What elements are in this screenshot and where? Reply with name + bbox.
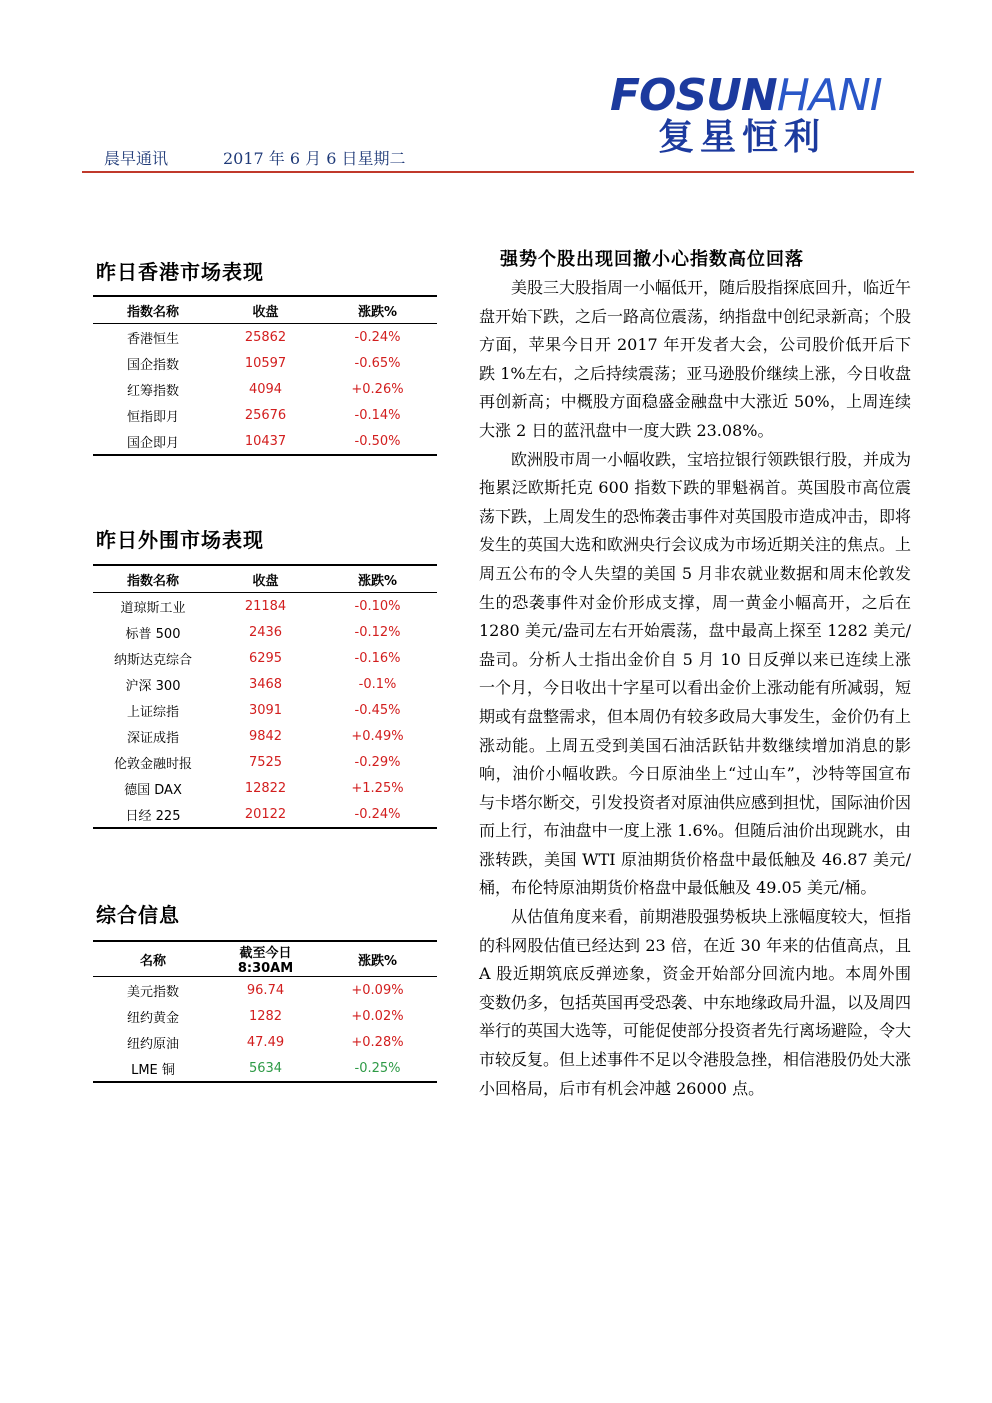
table-row [93, 1029, 437, 1055]
column-header: 涨跌% [318, 941, 437, 977]
item-name: 纽约黄金 [126, 1010, 179, 1026]
article-paragraph-outlook: 从估值角度来看，前期港股强势板块上涨幅度较大，恒指的科网股估值已经达到 23 倍，在近 30 年来的估值高点，且 A 股近期筑底反弹迹象，资金开始部分回流内地。本周外围变数仍多，包括英国再受恐袭、中东地缘政局升温，以及周四举行的英国大选等，可能促使部分投资者先行离场避险，令大市较反复。但上述事件不足以令港股急挫，相信港股仍处大涨小回格局，后市有机会冲越 26000 点。 [479, 907, 912, 1098]
index-name: 标普 500 [125, 626, 181, 642]
hk-market-table [93, 295, 437, 456]
table-row [93, 619, 437, 645]
change-value: -0.25% [318, 1055, 437, 1082]
change-value: -0.12% [354, 624, 401, 640]
close-value: 3468 [248, 676, 283, 692]
index-name: 沪深 300 [125, 678, 181, 694]
close-value: 9842 [248, 728, 283, 744]
close-value: 25676 [244, 407, 287, 423]
index-name: 伦敦金融时报 [113, 756, 192, 772]
close-value: 10597 [244, 355, 287, 371]
change-value: -0.10% [354, 598, 401, 614]
change-value: -0.45% [354, 702, 401, 718]
change-value: +0.26% [351, 381, 404, 397]
close-value: 12822 [244, 780, 287, 796]
logo-chinese: 复星恒利 [658, 117, 827, 158]
change-value: -0.16% [354, 650, 401, 666]
close-value: 7525 [248, 754, 283, 770]
hk-market-title: 昨日香港市场表现 [96, 260, 264, 284]
external-market-table [93, 564, 437, 829]
newsletter-date: 2017 年 6 月 6 日星期二 [223, 149, 406, 168]
table-row [93, 376, 437, 402]
close-value: 2436 [248, 624, 283, 640]
table-row [93, 697, 437, 723]
change-value: -0.24% [318, 801, 437, 828]
change-value: -0.24% [354, 329, 401, 345]
table-row [93, 1003, 437, 1029]
index-name: 国企即月 [93, 428, 213, 455]
change-value: -0.29% [354, 754, 401, 770]
table-row [93, 801, 437, 828]
table-row [93, 977, 437, 1004]
change-value: +1.25% [351, 780, 404, 796]
general-info-table [93, 940, 437, 1083]
logo-english-part-1: FOSUN [610, 70, 777, 121]
table-row [93, 324, 437, 351]
price-value: 96.74 [246, 982, 285, 998]
column-header: 涨跌% [318, 296, 437, 324]
table-row [93, 350, 437, 376]
change-value: +0.09% [351, 982, 404, 998]
change-value: -0.65% [354, 355, 401, 371]
table-row [93, 402, 437, 428]
logo-english-part-2: HANI [776, 70, 882, 121]
index-name: 香港恒生 [126, 331, 179, 347]
table-row [93, 723, 437, 749]
table-row [93, 749, 437, 775]
close-value: 20122 [213, 801, 318, 828]
column-header: 收盘 [213, 565, 318, 593]
change-value: +0.49% [351, 728, 404, 744]
close-value: 21184 [244, 598, 287, 614]
article-body [479, 274, 911, 1103]
price-value: 47.49 [246, 1034, 285, 1050]
item-name: 纽约原油 [126, 1036, 179, 1052]
close-value: 3091 [248, 702, 283, 718]
index-name: 深证成指 [126, 730, 179, 746]
column-header: 收盘 [213, 296, 318, 324]
newsletter-title: 晨早通讯 [104, 149, 169, 168]
general-info-title: 综合信息 [96, 903, 180, 927]
close-value: 10437 [213, 428, 318, 455]
column-header: 涨跌% [318, 565, 437, 593]
close-value: 25862 [244, 329, 287, 345]
change-value: -0.50% [318, 428, 437, 455]
index-name: 红筹指数 [126, 383, 179, 399]
index-name: 上证综指 [126, 704, 179, 720]
column-header: 名称 [93, 941, 213, 977]
table-row [93, 645, 437, 671]
table-row [93, 1055, 437, 1082]
index-name: 德国 DAX [124, 782, 182, 798]
index-name: 道琼斯工业 [120, 600, 186, 616]
price-value: 5634 [213, 1055, 318, 1082]
article-paragraph-europe-commodities: 欧洲股市周一小幅收跌，宝培拉银行领跌银行股，并成为拖累泛欧斯托克 600 指数下跌的罪魁祸首。英国股市高位震荡下跌，上周发生的恐怖袭击事件对英国股市造成冲击，即将发生的英国大选和欧洲央行会议成为市场近期关注的焦点。上周五公布的令人失望的美国 5 月非农就业数据和周末伦敦发生的恐袭事件对金价形成支撑，周一黄金小幅高开，之后在 1280 美元/盎司左右开始震荡，盘中最高上探至 1282 美元/盎司。分析人士指出金价自 5 月 10 日反弹以来已连续上涨一个月，今日收出十字星可以看出金价上涨动能有所减弱，短期或有盘整需求，但本周仍有较多政局大事发生，金价仍有上涨动能。上周五受到美国石油活跃钻井数继续增加消息的影响，油价小幅收跌。今日原油坐上“过山车”，沙特等国宣布与卡塔尔断交，引发投资者对原油供应感到担忧，国际油价因而上行，布油盘中一度上涨 1.6%。但随后油价出现跳水，由涨转跌，美国 WTI 原油期货价格盘中最低触及 46.87 美元/桶，布伦特原油期货价格盘中最低触及 49.05 美元/桶。 [479, 449, 912, 898]
item-name: 美元指数 [126, 984, 179, 1000]
table-row [93, 671, 437, 697]
close-value: 4094 [248, 381, 283, 397]
table-row [93, 775, 437, 801]
change-value: +0.02% [351, 1008, 404, 1024]
table-row [93, 428, 437, 455]
header-divider [82, 171, 914, 173]
logo-english [610, 72, 882, 120]
close-value: 6295 [248, 650, 283, 666]
external-market-title: 昨日外围市场表现 [96, 528, 264, 552]
index-name: 纳斯达克综合 [113, 652, 192, 668]
change-value: -0.14% [354, 407, 401, 423]
item-name: LME 铜 [93, 1055, 213, 1082]
change-value: -0.1% [358, 676, 397, 692]
index-name: 国企指数 [126, 357, 179, 373]
fosun-hani-logo [610, 72, 900, 162]
column-header: 截至今日 8:30AM [213, 941, 318, 977]
index-name: 恒指即月 [126, 409, 179, 425]
column-header: 指数名称 [93, 565, 213, 593]
article-paragraph-us: 美股三大股指周一小幅低开，随后股指探底回升，临近午盘开始下跌，之后一路高位震荡，纳指盘中创纪录新高；个股方面，苹果今日开 2017 年开发者大会，公司股价低开后下跌 1%左右，之后持续震荡；亚马逊股价继续上涨，今日收盘再创新高；中概股方面稳盛金融盘中大涨近 50%，上周连续大涨 2 日的蓝汛盘中一度大跌 23.08%。 [479, 278, 912, 440]
column-header: 指数名称 [93, 296, 213, 324]
price-value: 1282 [248, 1008, 283, 1024]
table-row [93, 593, 437, 620]
index-name: 日经 225 [93, 801, 213, 828]
article-title: 强势个股出现回撤小心指数高位回落 [500, 249, 804, 270]
change-value: +0.28% [351, 1034, 404, 1050]
